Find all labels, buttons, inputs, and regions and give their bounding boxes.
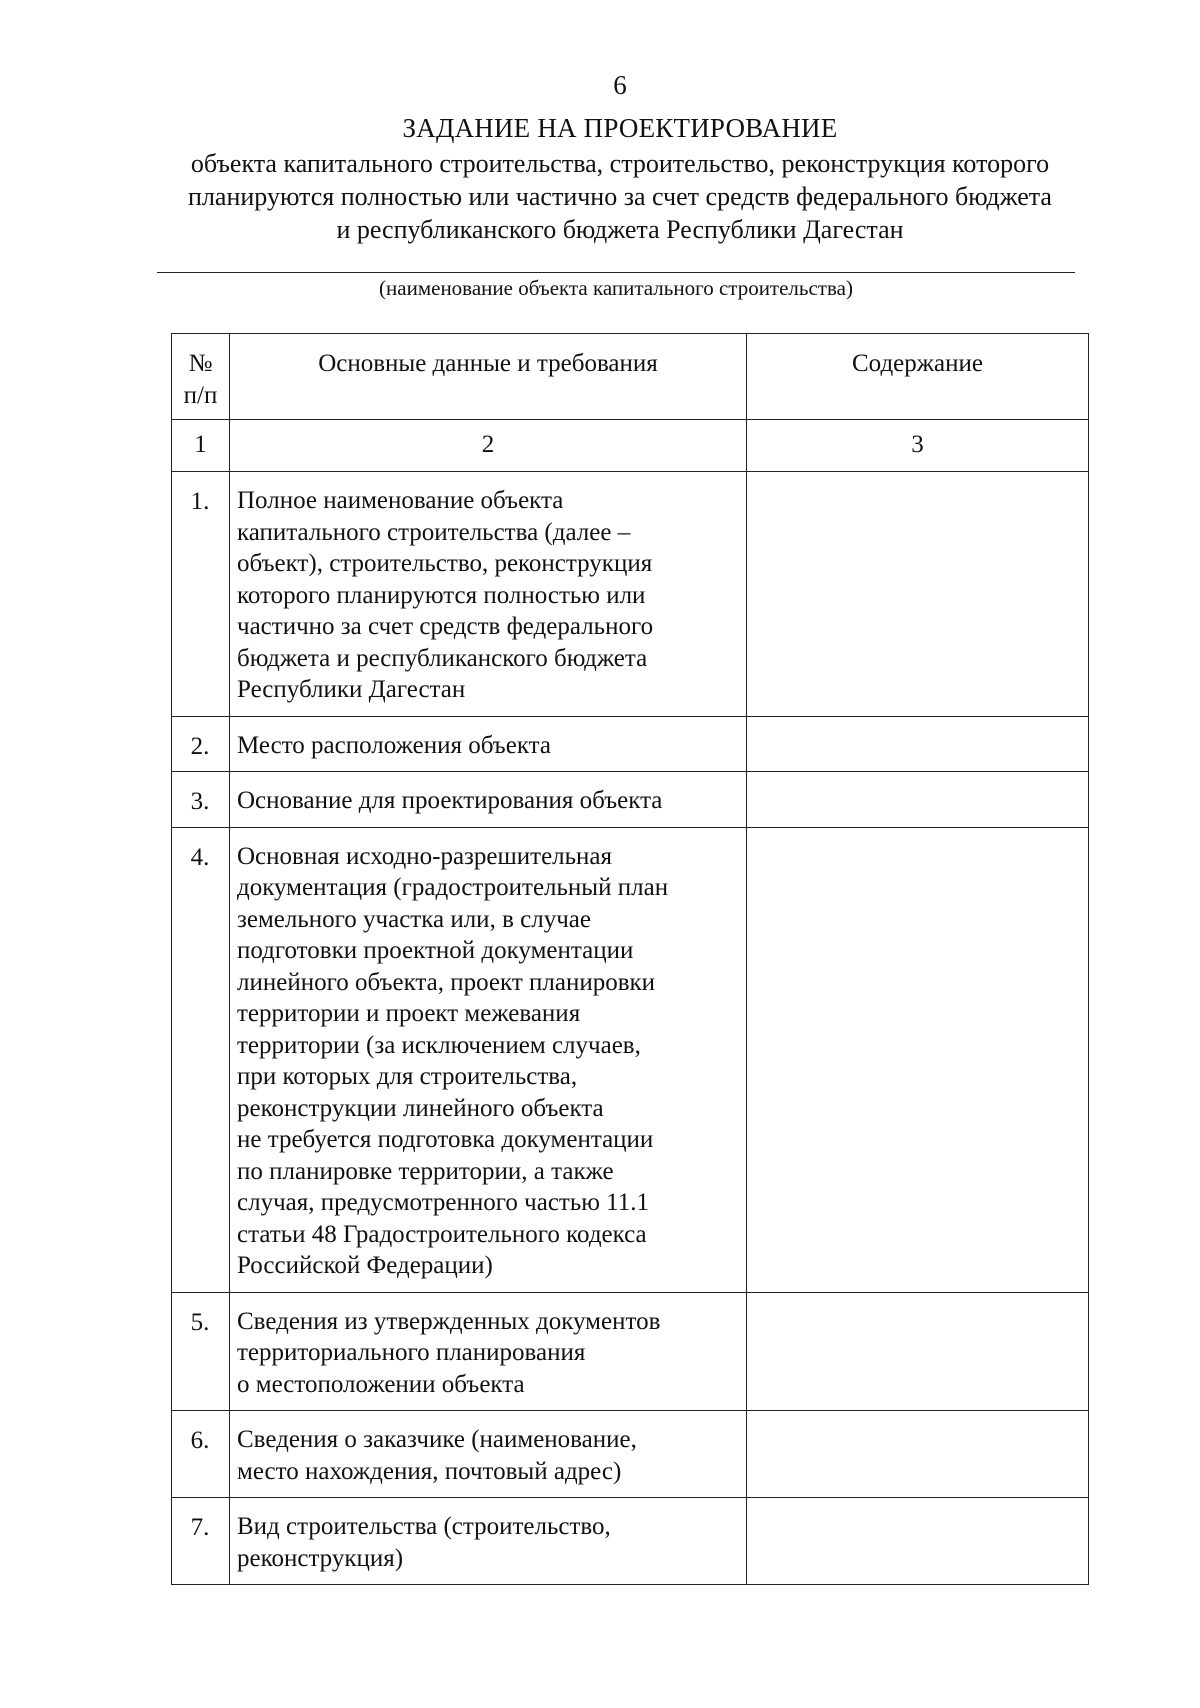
table-row bbox=[172, 1292, 1089, 1411]
subtitle-line: объекта капитального строительства, строительство, реконструкция которого bbox=[190, 149, 1050, 178]
requirement-line: Полное наименование объекта bbox=[237, 487, 564, 514]
row-requirement bbox=[230, 716, 747, 772]
requirement-line: Российской Федерации) bbox=[237, 1252, 493, 1279]
requirement-line: Основание для проектирования объекта bbox=[237, 787, 663, 814]
row-requirement bbox=[230, 472, 747, 717]
requirement-line: не требуется подготовка документации bbox=[237, 1126, 654, 1153]
row-content bbox=[747, 772, 1089, 828]
table-index-row bbox=[172, 420, 1089, 472]
requirement-line: Место расположения объекта bbox=[237, 731, 551, 759]
requirement-line: линейного объекта, проект планировки bbox=[237, 968, 656, 996]
row-requirement bbox=[230, 1411, 747, 1498]
row-number: 7. bbox=[172, 1498, 230, 1585]
row-requirement bbox=[230, 772, 747, 828]
requirement-line: территории и проект межевания bbox=[237, 1000, 581, 1027]
row-number: 6. bbox=[172, 1411, 230, 1498]
row-requirement bbox=[230, 1292, 747, 1411]
table-row bbox=[172, 772, 1089, 828]
requirement-line: объект), строительство, реконструкция bbox=[237, 550, 653, 577]
requirement-line: реконструкции линейного объекта bbox=[237, 1094, 604, 1122]
row-number: 2. bbox=[172, 716, 230, 772]
requirement-line: Вид строительства (строительство, bbox=[237, 1513, 611, 1540]
requirement-line: случая, предусмотренного частью 11.1 bbox=[237, 1189, 649, 1216]
row-requirement bbox=[230, 827, 747, 1292]
requirement-line: Сведения о заказчике (наименование, bbox=[237, 1426, 637, 1453]
requirement-line: статьи 48 Градостроительного кодекса bbox=[237, 1220, 647, 1248]
requirement-line: капитального строительства (далее – bbox=[237, 518, 631, 546]
row-content bbox=[747, 827, 1089, 1292]
index-cell: 1 bbox=[172, 420, 230, 472]
row-content bbox=[747, 716, 1089, 772]
header-number bbox=[172, 334, 230, 420]
document-title: ЗАДАНИЕ НА ПРОЕКТИРОВАНИЕ bbox=[402, 113, 838, 143]
page-number: 6 bbox=[613, 70, 627, 100]
requirement-line: Республики Дагестан bbox=[237, 676, 466, 703]
requirement-line: земельного участка или, в случае bbox=[237, 905, 591, 933]
table-row bbox=[172, 1411, 1089, 1498]
requirements-table bbox=[171, 333, 1089, 1585]
requirement-line: бюджета и республиканского бюджета bbox=[237, 644, 648, 672]
requirement-line: документация (градостроительный план bbox=[237, 874, 669, 901]
table-header-row bbox=[172, 334, 1089, 420]
row-content bbox=[747, 1498, 1089, 1585]
requirement-line: при которых для строительства, bbox=[237, 1063, 578, 1090]
requirement-line: территориального планирования bbox=[237, 1339, 586, 1366]
header-requirements: Основные данные и требования bbox=[230, 334, 747, 420]
requirement-line: место нахождения, почтовый адрес) bbox=[237, 1457, 622, 1485]
table-row bbox=[172, 827, 1089, 1292]
row-content bbox=[747, 472, 1089, 717]
row-requirement bbox=[230, 1498, 747, 1585]
header-number-line2: п/п bbox=[183, 382, 218, 409]
requirement-line: частично за счет средств федерального bbox=[237, 613, 654, 640]
requirement-line: реконструкция) bbox=[237, 1544, 404, 1572]
document-subtitle bbox=[150, 147, 1090, 246]
row-number: 5. bbox=[172, 1292, 230, 1411]
subtitle-line: планируются полностью или частично за счет средств федерального бюджета bbox=[188, 182, 1052, 211]
index-cell: 2 bbox=[230, 420, 747, 472]
table-row bbox=[172, 472, 1089, 717]
index-cell: 3 bbox=[747, 420, 1089, 472]
object-name-line bbox=[157, 272, 1075, 273]
requirement-line: территории (за исключением случаев, bbox=[237, 1031, 641, 1059]
table-row bbox=[172, 1498, 1089, 1585]
requirement-line: которого планируются полностью или bbox=[237, 581, 646, 609]
requirement-line: по планировке территории, а также bbox=[237, 1157, 614, 1185]
row-number: 4. bbox=[172, 827, 230, 1292]
subtitle-line: и республиканского бюджета Республики Дагестан bbox=[336, 215, 904, 244]
table-row bbox=[172, 716, 1089, 772]
requirement-line: о местоположении объекта bbox=[237, 1370, 525, 1398]
object-name-caption: (наименование объекта капитального строительства) bbox=[379, 276, 853, 300]
requirement-line: Сведения из утвержденных документов bbox=[237, 1307, 661, 1335]
requirement-line: подготовки проектной документации bbox=[237, 937, 634, 964]
row-content bbox=[747, 1292, 1089, 1411]
header-number-line1: № bbox=[188, 350, 213, 377]
requirement-line: Основная исходно-разрешительная bbox=[237, 842, 613, 870]
row-number: 1. bbox=[172, 472, 230, 717]
row-content bbox=[747, 1411, 1089, 1498]
header-content: Содержание bbox=[747, 334, 1089, 420]
row-number: 3. bbox=[172, 772, 230, 828]
